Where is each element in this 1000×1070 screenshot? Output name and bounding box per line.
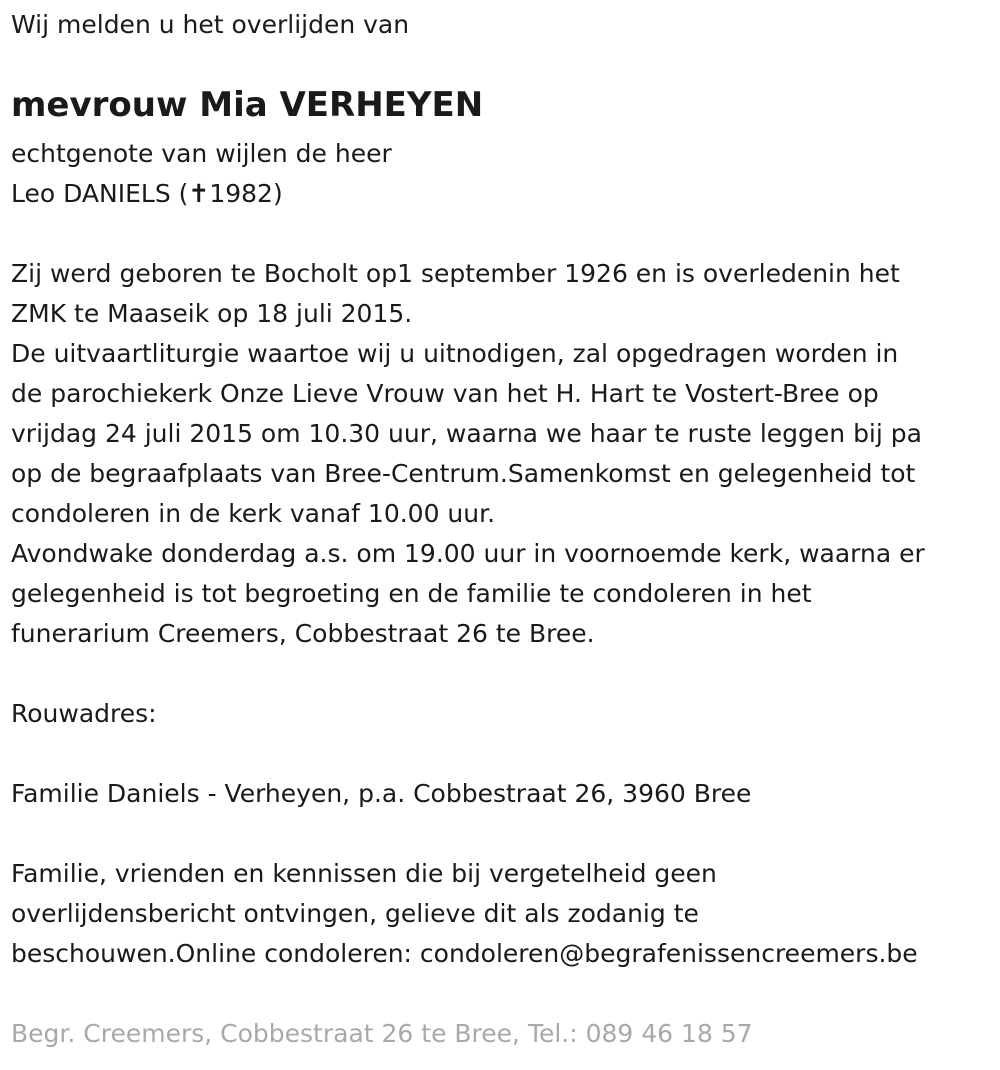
- body-line: condoleren in de kerk vanaf 10.00 uur.: [11, 499, 496, 528]
- funeral-home-footer: Begr. Creemers, Cobbestraat 26 te Bree, Tel.: 089 46 18 57: [11, 1019, 753, 1048]
- closing-line: beschouwen.Online condoleren: condoleren@begrafenissencreemers.be: [11, 939, 918, 968]
- body-line: Zij werd geboren te Bocholt op1 september 1926 en is overledenin het: [11, 259, 900, 288]
- closing-line: Familie, vrienden en kennissen die bij vergetelheid geen: [11, 859, 717, 888]
- address-label: Rouwadres:: [11, 699, 157, 728]
- body-line: gelegenheid is tot begroeting en de familie te condoleren in het: [11, 579, 812, 608]
- spouse-line-2: Leo DANIELS (✝1982): [11, 179, 283, 208]
- body-line: vrijdag 24 juli 2015 om 10.30 uur, waarna we haar te ruste leggen bij pa: [11, 419, 922, 448]
- spouse-line-1: echtgenote van wijlen de heer: [11, 139, 392, 168]
- closing-line: overlijdensbericht ontvingen, gelieve dit als zodanig te: [11, 899, 699, 928]
- mourning-address: Familie Daniels - Verheyen, p.a. Cobbestraat 26, 3960 Bree: [11, 779, 752, 808]
- body-line: Avondwake donderdag a.s. om 19.00 uur in voornoemde kerk, waarna er: [11, 539, 925, 568]
- body-line: ZMK te Maaseik op 18 juli 2015.: [11, 299, 413, 328]
- deceased-name: mevrouw Mia VERHEYEN: [11, 85, 484, 125]
- body-line: De uitvaartliturgie waartoe wij u uitnodigen, zal opgedragen worden in: [11, 339, 899, 368]
- body-line: op de begraafplaats van Bree-Centrum.Samenkomst en gelegenheid tot: [11, 459, 916, 488]
- intro-text: Wij melden u het overlijden van: [11, 10, 410, 39]
- body-line: de parochiekerk Onze Lieve Vrouw van het H. Hart te Vostert-Bree op: [11, 379, 879, 408]
- body-line: funerarium Creemers, Cobbestraat 26 te Bree.: [11, 619, 595, 648]
